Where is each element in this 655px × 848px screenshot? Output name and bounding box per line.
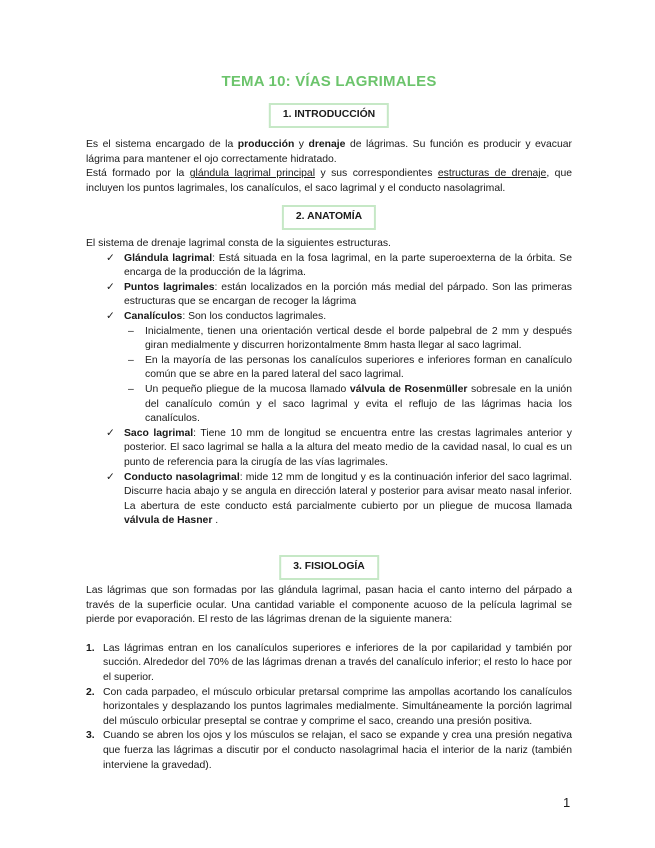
dash-bullet-icon: – [128, 383, 134, 395]
checkmark-icon: ✓ [106, 471, 115, 483]
section-heading-introduccion: 1. INTRODUCCIÓN [269, 103, 389, 128]
anatomy-list-item [86, 281, 572, 310]
page-number: 1 [563, 795, 571, 810]
bold-text: Canalículos [124, 310, 183, 322]
physiology-step [86, 729, 572, 773]
intro-paragraph [86, 167, 572, 196]
step-text: Las lágrimas entran en los canalículos superiores e inferiores de la por capilaridad y también por succión. Alrededor del 70% de las lágrimas drenan a través del canalículo inferior; el resto lo hace por el superior. [103, 642, 572, 683]
anatomy-list-item [86, 471, 572, 529]
checkmark-icon: ✓ [106, 427, 115, 439]
dash-bullet-icon: – [128, 325, 134, 337]
physiology-step [86, 686, 572, 730]
text-run: Un pequeño pliegue de la mucosa llamado [145, 383, 350, 395]
anatomia-block [86, 237, 572, 529]
text-run: En la mayoría de las personas los canalículos superiores e inferiores forman en canalículo común que se abre en la pared lateral del saco lagrimal. [145, 354, 572, 381]
sub-list-item [124, 354, 572, 383]
bold-text: Saco lagrimal [124, 427, 194, 439]
text-run: y sus correspondientes [315, 168, 438, 180]
section-heading-fisiologia: 3. FISIOLOGÍA [279, 555, 379, 580]
fisiologia-lead: Las lágrimas que son formadas por las glándula lagrimal, pasan hacia el canto interno del párpado a través de la superficie ocular. Una cantidad variable el componente acuoso de la película lagrimal se pierde por evaporación. El resto de las lágrimas drenan de la siguiente manera: [86, 585, 572, 626]
bold-text: válvula de Hasner [124, 515, 213, 527]
list-number: 2. [86, 686, 95, 698]
text-run: , que incluyen los puntos lagrimales, los canalículos, el saco lagrimal y el conducto nasolagrimal. [86, 168, 573, 194]
text-run: . [212, 515, 219, 527]
text-run: : Está situada en la fosa lagrimal, en la parte superoexterna de la órbita. Se encarga de la producción de la lágrima. [124, 252, 572, 279]
anatomia-list [86, 252, 572, 529]
step-text: Cuando se abren los ojos y los músculos se relajan, el saco se expande y crea una presión negativa que fuerza las lágrimas a discutir por el conducto nasolagrimal hacia el interior de la nariz (también interviene la gravedad). [103, 730, 572, 771]
fisiologia-block [86, 584, 572, 773]
bold-text: drenaje [308, 139, 346, 150]
dash-bullet-icon: – [128, 354, 134, 366]
text-run: : mide 12 mm de longitud y es la continuación inferior del saco lagrimal. Discurre hacia abajo y se angula en dirección lateral y posterior para avisar meato nasal inferior. La abertura de este conducto está parcialmente cubierto por un pliegue de mucosa llamada [124, 471, 572, 512]
bold-text: Glándula lagrimal [124, 252, 213, 264]
underlined-text: glándula lagrimal principal [189, 168, 316, 180]
anatomia-lead: El sistema de drenaje lagrimal consta de la siguientes estructuras. [86, 238, 391, 249]
bold-text: producción [237, 139, 295, 150]
physiology-step [86, 642, 572, 686]
anatomy-list-item [86, 310, 572, 427]
step-text: Con cada parpadeo, el músculo orbicular pretarsal comprime las ampollas acortando los canalículos horizontales y desplazando los puntos lagrimales medialmente. Simultáneamente la porción lagrimal del músculo orbicular preseptal se contrae y comprime el saco, creando una presión positiva. [103, 686, 572, 727]
text-run: : están localizados en la porción más medial del párpado. Son las primeras estructuras que se encargan de recoger la lágrima [124, 281, 572, 308]
sub-list-item [124, 325, 572, 354]
bold-text: Puntos lagrimales [124, 281, 215, 293]
text-run: de lágrimas. Su función es producir y evacuar lágrima para mantener el ojo correctamente hidratado. [86, 139, 572, 165]
intro-paragraph [86, 138, 572, 167]
bold-text: Conducto nasolagrimal [124, 471, 240, 483]
bold-text: válvula de Rosenmüller [349, 383, 468, 395]
text-run: Es el sistema encargado de la [86, 139, 238, 150]
list-number: 3. [86, 730, 95, 742]
anatomy-list-item [86, 252, 572, 281]
underlined-text: estructuras de drenaje [437, 168, 547, 180]
text-run: : Tiene 10 mm de longitud se encuentra entre las crestas lagrimales anterior y posterior. El saco lagrimal se halla a la altura del meato medio de la cavidad nasal, lo cual es un punto de referencia para la cirugía de las vías lagrimales. [124, 427, 572, 468]
sub-list-item [124, 383, 572, 427]
checkmark-icon: ✓ [106, 310, 115, 322]
sub-list [124, 325, 572, 427]
checkmark-icon: ✓ [106, 252, 115, 264]
anatomy-list-item [86, 427, 572, 471]
document-title: TEMA 10: VÍAS LAGRIMALES [221, 73, 437, 90]
fisiologia-steps [86, 642, 572, 773]
checkmark-icon: ✓ [106, 281, 115, 293]
text-run: y [294, 139, 309, 150]
text-run: Está formado por la [86, 168, 190, 180]
section-heading-anatomia: 2. ANATOMÍA [282, 205, 376, 230]
text-run: Inicialmente, tienen una orientación vertical desde el borde palpebral de 2 mm y después giran medialmente y discurren horizontalmente 8mm hasta llegar al saco lagrimal. [145, 325, 572, 352]
text-run: : Son los conductos lagrimales. [182, 310, 327, 322]
intro-text [86, 138, 572, 196]
text-run: sobresale en la unión del canalículo común y el saco lagrimal y evita el reflujo de las lágrimas hacia los canalículos. [145, 383, 572, 425]
list-number: 1. [86, 642, 95, 654]
